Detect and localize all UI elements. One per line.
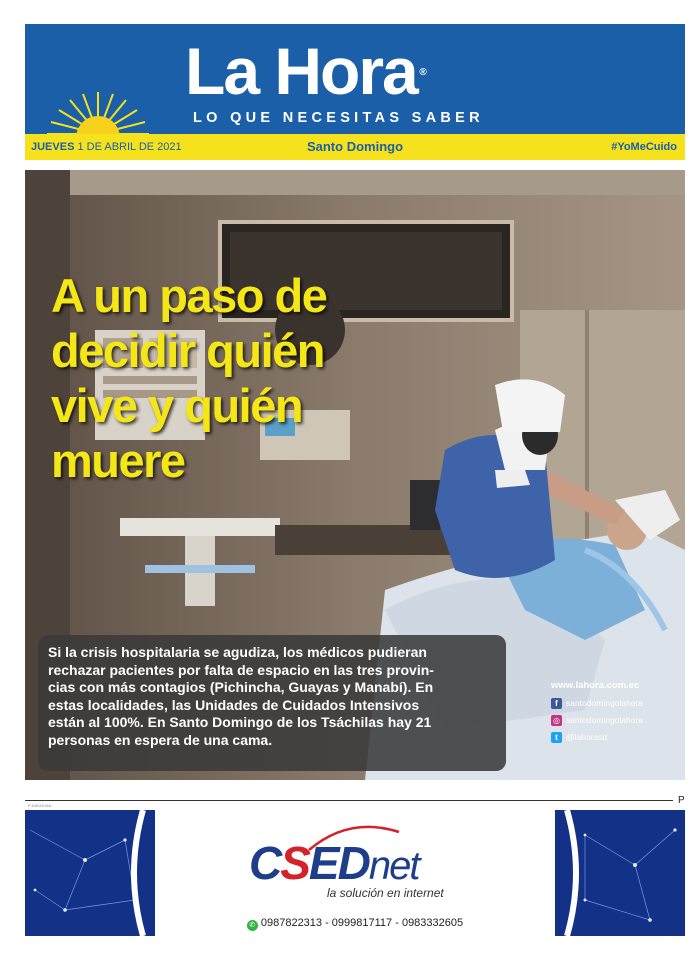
headline-line: A un paso de xyxy=(51,269,327,322)
story-summary xyxy=(38,635,506,771)
edition-city: Santo Domingo xyxy=(306,139,404,154)
page-marker: P xyxy=(678,795,685,806)
facebook-link[interactable]: f santodomingolahora xyxy=(551,696,681,710)
headline-line: decidir quién xyxy=(51,324,324,377)
page-code: P-D0049-MA xyxy=(28,803,52,808)
headline-line: vive y quién xyxy=(51,379,303,432)
campaign-hashtag: #YoMeCuido xyxy=(611,141,677,153)
newspaper-logo: La Hora ® xyxy=(185,34,427,108)
website-link[interactable]: www.lahora.com.ec xyxy=(551,680,640,691)
social-links xyxy=(551,680,681,747)
cover-headline xyxy=(51,268,451,488)
csednet-logo xyxy=(249,826,469,900)
summary-line: rechazar pacientes por falta de espacio en las tres provin- xyxy=(48,661,434,678)
headline-line: muere xyxy=(51,434,185,487)
twitter-link[interactable]: t @lahorasd xyxy=(551,730,681,744)
summary-line: cias con más contagios (Pichincha, Guayas y Manabí). En xyxy=(48,679,434,696)
brand-slogan: la solución en internet xyxy=(327,886,444,900)
summary-line: personas en espera de una cama. xyxy=(48,731,273,748)
summary-line: están al 100%. En Santo Domingo de los Tsáchilas hay 21 xyxy=(48,714,432,731)
cover-photo xyxy=(25,170,685,780)
facebook-icon: f xyxy=(551,698,562,709)
masthead xyxy=(25,24,685,134)
advertisement[interactable] xyxy=(25,810,685,936)
date-bar xyxy=(25,134,685,160)
twitter-icon: t xyxy=(551,732,562,743)
summary-line: Si la crisis hospitalaria se agudiza, los médicos pudieran xyxy=(48,644,427,660)
sun-logo-icon xyxy=(43,86,153,134)
summary-line: estas localidades, las Unidades de Cuidados Intensivos xyxy=(48,696,420,713)
instagram-link[interactable]: ◎ santodomingolahora xyxy=(553,715,644,725)
section-divider xyxy=(25,800,673,801)
newspaper-tagline: LO QUE NECESITAS SABER xyxy=(193,110,484,126)
ad-phone-numbers: ✆ 0987822313 - 0999817117 - 0983332605 xyxy=(25,917,685,931)
brand-wordmark: CSEDnet xyxy=(249,837,419,889)
instagram-icon: ◎ xyxy=(551,715,562,726)
issue-date: JUEVES 1 DE ABRIL DE 2021 xyxy=(31,141,182,153)
whatsapp-icon: ✆ xyxy=(247,920,258,931)
